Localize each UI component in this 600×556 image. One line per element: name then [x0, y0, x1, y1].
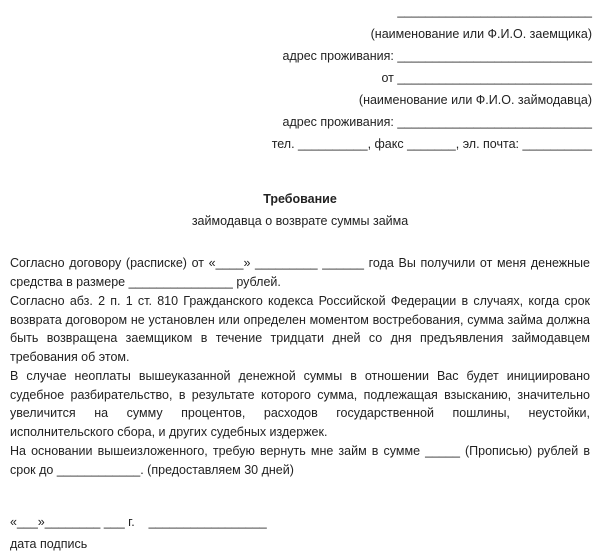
lender-name-caption: (наименование или Ф.И.О. займодавца)	[358, 93, 592, 107]
document-subtitle: займодавца о возврате суммы займа	[191, 214, 409, 228]
date-signature-labels: дата подпись	[10, 537, 88, 551]
borrower-name-caption: (наименование или Ф.И.О. заемщика)	[370, 27, 592, 41]
paragraph-legal-basis: Согласно абз. 2 п. 1 ст. 810 Гражданского кодекса Российской Федерации в случаях, когда срок возврата договором не установлен или определен моментом востребования, сумма займа должна быть возвращена заемщиком в течение тридцати дней со дня предъявления займодавцем требования об этом.	[10, 294, 590, 365]
borrower-address-line: адрес проживания: ____________________________	[282, 49, 592, 63]
paragraph-consequences: В случае неоплаты вышеуказанной денежной суммы в отношении Вас будет инициировано судебное разбирательство, в результате которого сумма, подлежащая взысканию, значительно увеличится на сумму процентов, расходов государственной пошлины, неустойки, исполнительского сбора, и других судебных издержек.	[10, 369, 590, 440]
lender-from-line: от ____________________________	[381, 71, 592, 85]
lender-address-line: адрес проживания: ____________________________	[282, 115, 592, 129]
contacts-line: тел. __________, факс _______, эл. почта: __________	[271, 137, 592, 151]
paragraph-agreement: Согласно договору (расписке) от «____» _________ ______ года Вы получили от меня денежные средства в размере _______________ рублей.	[10, 256, 590, 289]
paragraph-demand: На основании вышеизложенного, требую вернуть мне займ в сумме _____ (Прописью) рублей в срок до ____________. (предоставляем 30 дней)	[10, 444, 590, 477]
date-signature-line: «___»________ ___ г. _________________	[10, 515, 267, 529]
document-title: Требование	[263, 192, 337, 206]
header-blank-line: ____________________________	[397, 4, 592, 18]
